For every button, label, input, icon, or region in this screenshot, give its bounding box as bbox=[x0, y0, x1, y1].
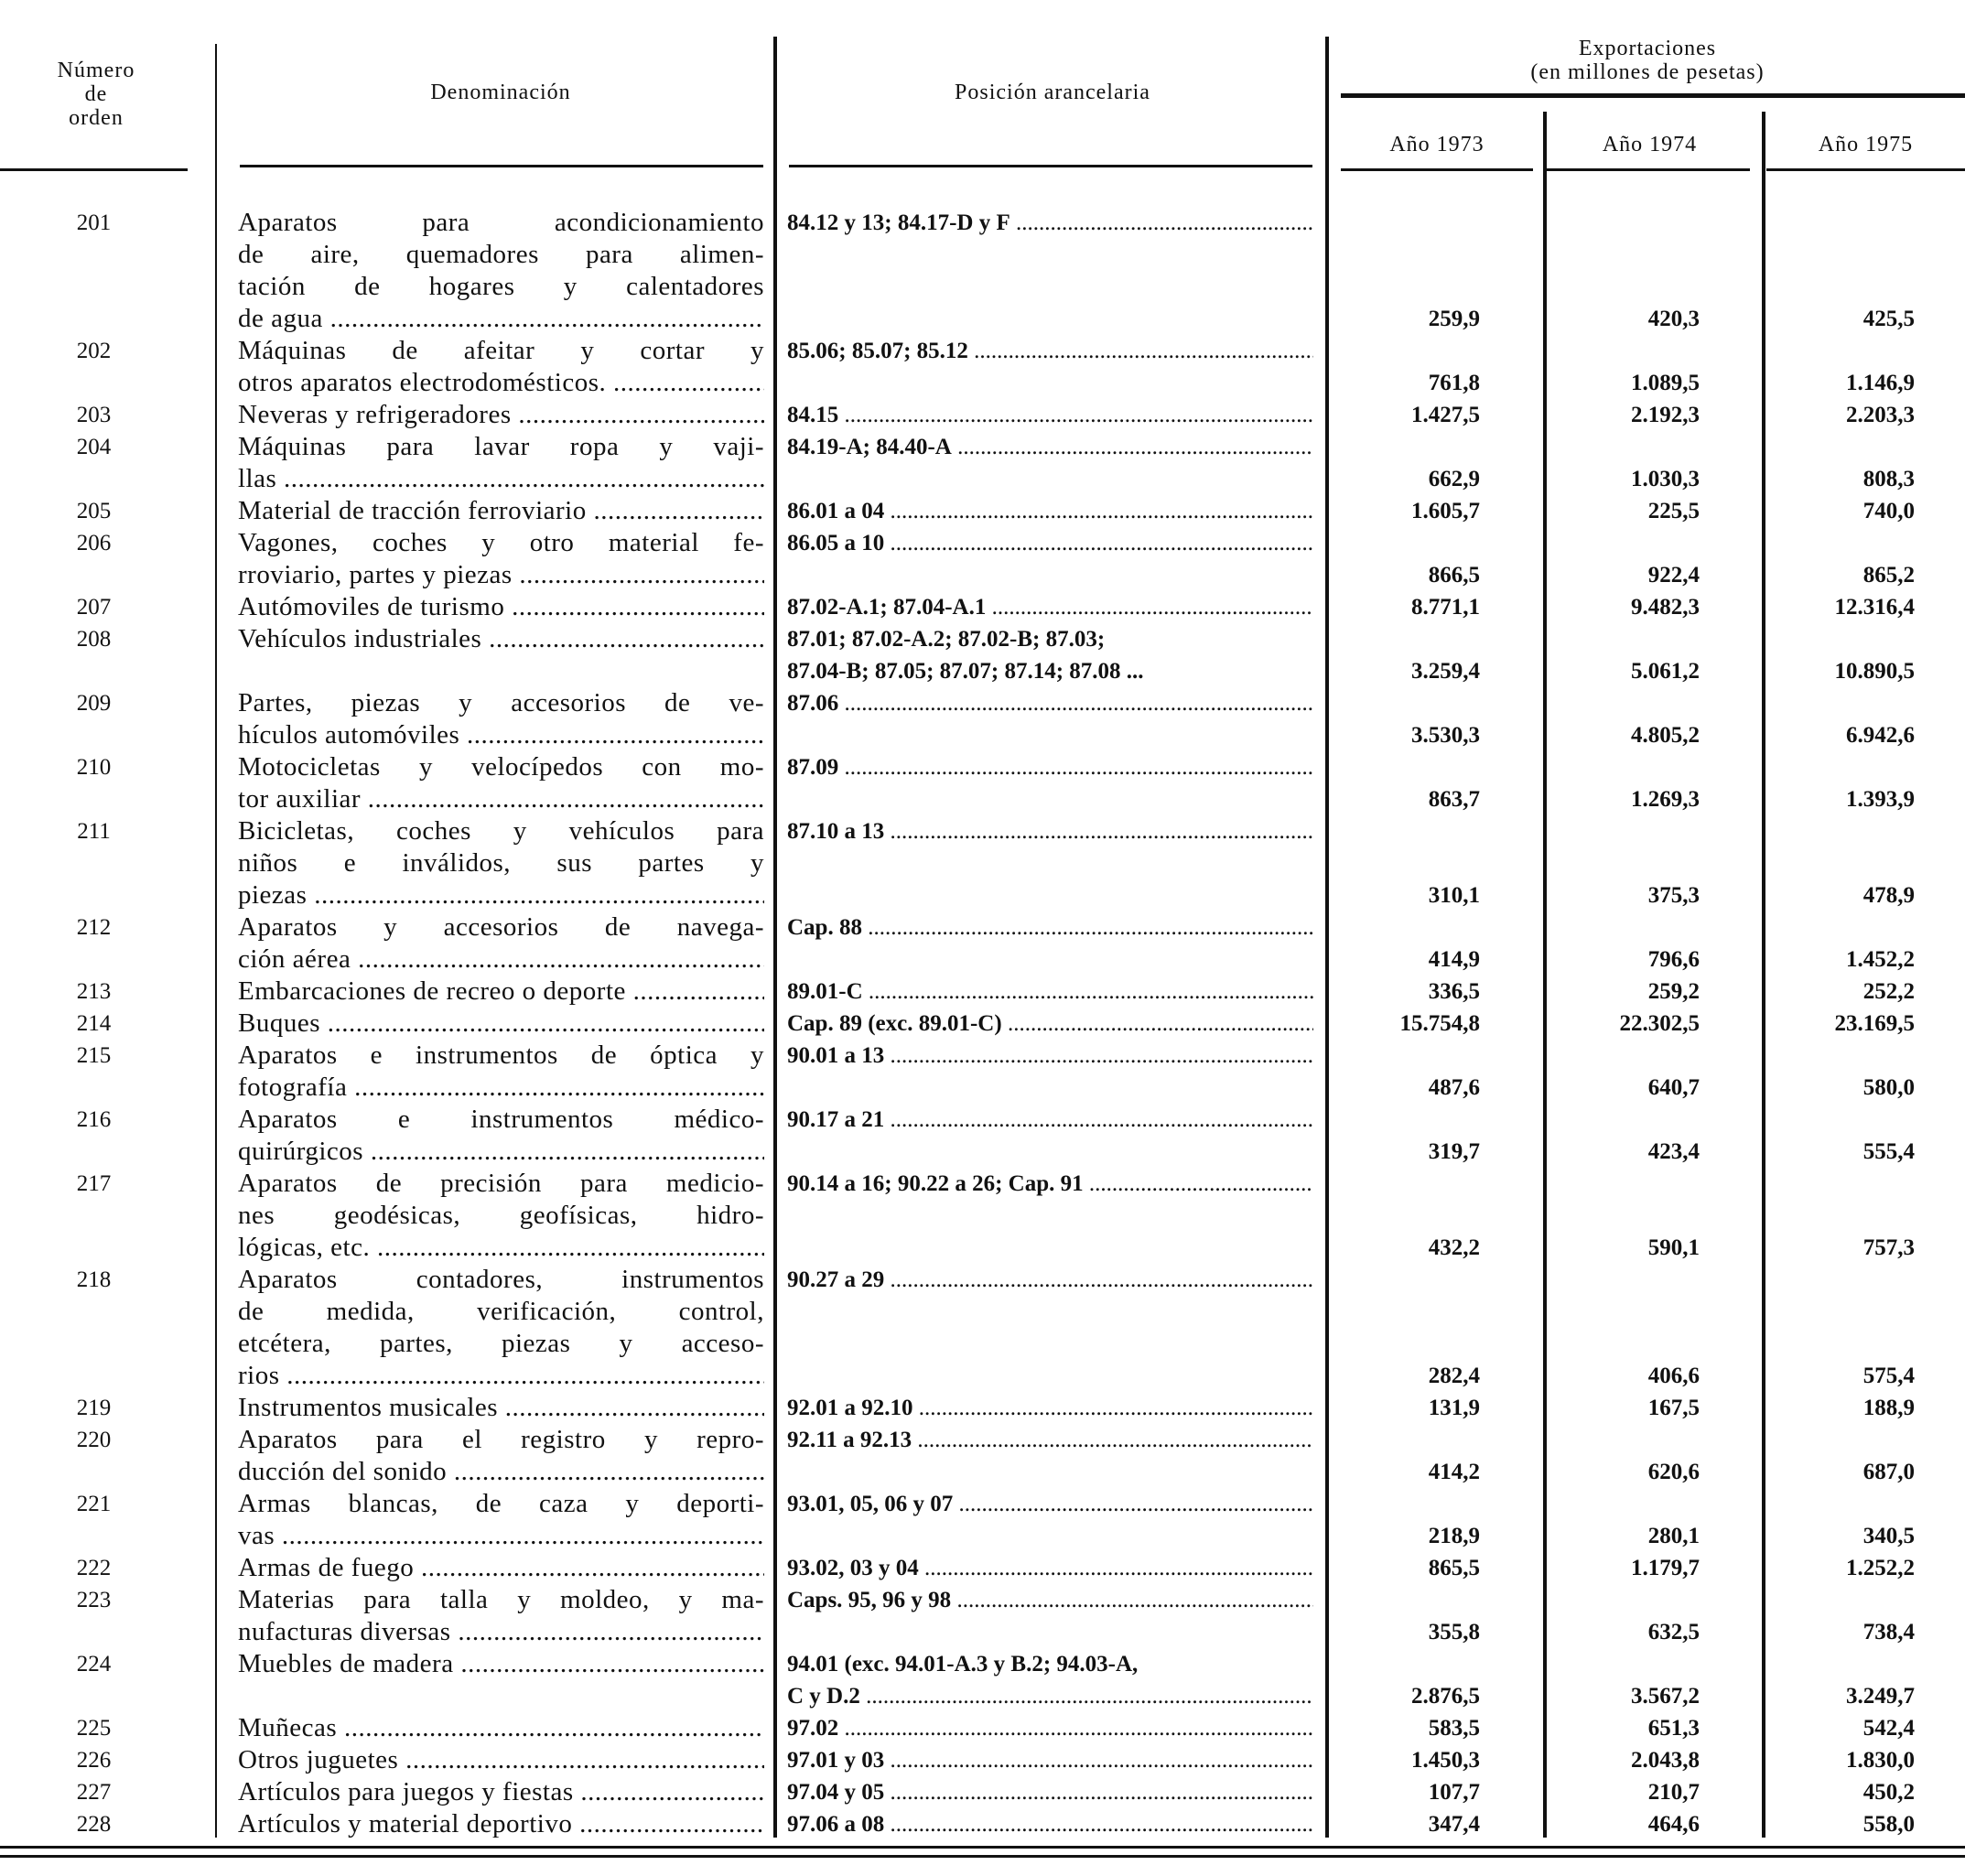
row-denominacion: nufacturas diversas ..... bbox=[238, 1616, 764, 1648]
row-value-1973: 282,4 bbox=[1428, 1364, 1480, 1388]
row-denominacion: otros aparatos electrodomésticos. ..... bbox=[238, 367, 764, 399]
row-number: 219 bbox=[76, 1396, 112, 1420]
row-posicion: 90.14 a 16; 90.22 a 26; Cap. 91 ..... bbox=[787, 1168, 1313, 1200]
row-value-1973: 355,8 bbox=[1428, 1620, 1480, 1644]
row-value-1975: 1.252,2 bbox=[1846, 1556, 1915, 1580]
row-value-1975: 580,0 bbox=[1862, 1075, 1915, 1100]
row-number: 203 bbox=[76, 403, 112, 427]
row-value-1975: 23.169,5 bbox=[1834, 1011, 1915, 1036]
row-value-1975: 575,4 bbox=[1862, 1364, 1915, 1388]
row-number: 218 bbox=[76, 1267, 112, 1292]
row-posicion: 92.11 a 92.13 ..... bbox=[787, 1424, 1313, 1456]
export-header-rule bbox=[1341, 93, 1965, 98]
row-posicion: 92.01 a 92.10 ..... bbox=[787, 1392, 1313, 1424]
row-value-1973: 107,7 bbox=[1428, 1780, 1480, 1805]
row-value-1974: 167,5 bbox=[1647, 1396, 1700, 1420]
row-posicion: 84.19-A; 84.40-A ..... bbox=[787, 431, 1313, 463]
row-value-1973: 761,8 bbox=[1428, 371, 1480, 395]
row-number: 211 bbox=[77, 819, 111, 844]
header-rule bbox=[1341, 168, 1533, 171]
row-value-1974: 1.179,7 bbox=[1631, 1556, 1700, 1580]
row-value-1973: 336,5 bbox=[1428, 979, 1480, 1004]
row-value-1974: 4.805,2 bbox=[1631, 723, 1700, 748]
row-denominacion: niños e inválidos, sus partes y bbox=[238, 848, 764, 878]
row-value-1975: 808,3 bbox=[1862, 467, 1915, 491]
row-denominacion: Armas blancas, de caza y deporti- bbox=[238, 1489, 764, 1518]
table-row bbox=[0, 527, 1965, 591]
row-denominacion: Aparatos para el registro y repro- bbox=[238, 1425, 764, 1454]
table-row bbox=[0, 1424, 1965, 1488]
row-value-1974: 1.089,5 bbox=[1631, 371, 1700, 395]
row-denominacion: Aparatos para acondicionamiento bbox=[238, 208, 764, 237]
row-value-1974: 590,1 bbox=[1647, 1235, 1700, 1260]
row-value-1975: 757,3 bbox=[1862, 1235, 1915, 1260]
table-row bbox=[0, 431, 1965, 495]
header-year-1974: Año 1974 bbox=[1602, 133, 1698, 156]
table-row bbox=[0, 1808, 1965, 1840]
row-number: 224 bbox=[76, 1652, 112, 1677]
row-denominacion: Buques ..... bbox=[238, 1008, 764, 1040]
table-row bbox=[0, 1104, 1965, 1168]
row-denominacion: de agua ..... bbox=[238, 303, 764, 335]
header-num-col bbox=[18, 59, 174, 130]
row-value-1975: 1.146,9 bbox=[1846, 371, 1915, 395]
row-value-1973: 583,5 bbox=[1428, 1716, 1480, 1741]
row-denominacion: de aire, quemadores para alimen- bbox=[238, 240, 764, 269]
row-value-1975: 340,5 bbox=[1862, 1524, 1915, 1548]
table-row bbox=[0, 1392, 1965, 1424]
row-denominacion: Muebles de madera ..... bbox=[238, 1648, 764, 1680]
row-value-1973: 259,9 bbox=[1428, 307, 1480, 331]
row-posicion: 84.12 y 13; 84.17-D y F ..... bbox=[787, 207, 1313, 239]
row-value-1975: 865,2 bbox=[1862, 563, 1915, 588]
row-value-1974: 2.192,3 bbox=[1631, 403, 1700, 427]
row-value-1974: 651,3 bbox=[1647, 1716, 1700, 1741]
row-value-1975: 3.249,7 bbox=[1846, 1684, 1915, 1709]
table-row bbox=[0, 1040, 1965, 1104]
header-year-1975: Año 1975 bbox=[1818, 133, 1914, 156]
row-value-1974: 22.302,5 bbox=[1619, 1011, 1700, 1036]
row-denominacion: tor auxiliar ..... bbox=[238, 783, 764, 815]
row-value-1973: 310,1 bbox=[1428, 883, 1480, 908]
row-value-1974: 420,3 bbox=[1647, 307, 1700, 331]
row-posicion: 86.01 a 04 ..... bbox=[787, 495, 1313, 527]
table-row bbox=[0, 495, 1965, 527]
row-denominacion: Armas de fuego ..... bbox=[238, 1552, 764, 1584]
row-value-1975: 687,0 bbox=[1862, 1460, 1915, 1484]
row-value-1974: 464,6 bbox=[1647, 1812, 1700, 1837]
row-number: 225 bbox=[76, 1716, 112, 1741]
row-value-1975: 12.316,4 bbox=[1834, 595, 1915, 620]
bottom-rule bbox=[0, 1846, 1965, 1849]
row-value-1973: 432,2 bbox=[1428, 1235, 1480, 1260]
row-value-1973: 1.605,7 bbox=[1411, 499, 1480, 523]
row-number: 215 bbox=[76, 1043, 112, 1068]
row-denominacion: etcétera, partes, piezas y acceso- bbox=[238, 1329, 764, 1358]
table-body bbox=[0, 207, 1965, 1840]
table-row bbox=[0, 1776, 1965, 1808]
header-rule bbox=[240, 165, 763, 167]
row-value-1975: 1.393,9 bbox=[1846, 787, 1915, 812]
row-denominacion: Otros juguetes ..... bbox=[238, 1744, 764, 1776]
row-value-1975: 252,2 bbox=[1862, 979, 1915, 1004]
row-value-1975: 425,5 bbox=[1862, 307, 1915, 331]
row-value-1973: 414,2 bbox=[1428, 1460, 1480, 1484]
header-rule bbox=[789, 165, 1312, 167]
row-number: 217 bbox=[76, 1171, 112, 1196]
row-posicion: 89.01-C ..... bbox=[787, 976, 1313, 1008]
row-posicion: 97.04 y 05 ..... bbox=[787, 1776, 1313, 1808]
row-number: 207 bbox=[76, 595, 112, 620]
row-value-1973: 319,7 bbox=[1428, 1139, 1480, 1164]
header-posicion: Posición arancelaria bbox=[955, 81, 1150, 104]
header-num-line: orden bbox=[69, 106, 124, 130]
row-denominacion: Aparatos y accesorios de navega- bbox=[238, 912, 764, 942]
row-denominacion: Vehículos industriales ..... bbox=[238, 623, 764, 655]
row-value-1974: 922,4 bbox=[1647, 563, 1700, 588]
row-value-1973: 131,9 bbox=[1428, 1396, 1480, 1420]
row-value-1973: 662,9 bbox=[1428, 467, 1480, 491]
table-row bbox=[0, 1648, 1965, 1712]
header-rule bbox=[1547, 168, 1750, 171]
table-row bbox=[0, 207, 1965, 335]
row-denominacion: Artículos y material deportivo ..... bbox=[238, 1808, 764, 1840]
row-denominacion: de medida, verificación, control, bbox=[238, 1297, 764, 1326]
row-denominacion: fotografía ..... bbox=[238, 1072, 764, 1104]
table-row bbox=[0, 591, 1965, 623]
row-value-1975: 450,2 bbox=[1862, 1780, 1915, 1805]
row-posicion: C y D.2 ..... bbox=[787, 1680, 1313, 1712]
row-value-1974: 640,7 bbox=[1647, 1075, 1700, 1100]
header-export-line: (en millones de pesetas) bbox=[1530, 60, 1765, 84]
row-posicion: 93.02, 03 y 04 ..... bbox=[787, 1552, 1313, 1584]
table-row bbox=[0, 687, 1965, 751]
row-denominacion: Máquinas de afeitar y cortar y bbox=[238, 336, 764, 365]
row-denominacion: Bicicletas, coches y vehículos para bbox=[238, 816, 764, 846]
row-value-1973: 863,7 bbox=[1428, 787, 1480, 812]
row-value-1974: 620,6 bbox=[1647, 1460, 1700, 1484]
row-value-1975: 740,0 bbox=[1862, 499, 1915, 523]
header-num-line: de bbox=[84, 82, 108, 106]
row-value-1973: 3.530,3 bbox=[1411, 723, 1480, 748]
row-value-1974: 375,3 bbox=[1647, 883, 1700, 908]
row-posicion: 90.17 a 21 ..... bbox=[787, 1104, 1313, 1136]
row-denominacion: nes geodésicas, geofísicas, hidro- bbox=[238, 1201, 764, 1230]
row-value-1975: 542,4 bbox=[1862, 1716, 1915, 1741]
row-posicion: 90.27 a 29 ..... bbox=[787, 1264, 1313, 1296]
row-value-1974: 632,5 bbox=[1647, 1620, 1700, 1644]
header-rule bbox=[0, 168, 188, 171]
row-value-1975: 1.830,0 bbox=[1846, 1748, 1915, 1773]
row-value-1974: 5.061,2 bbox=[1631, 659, 1700, 684]
row-posicion: 94.01 (exc. 94.01-A.3 y B.2; 94.03-A, bbox=[787, 1652, 1139, 1677]
row-posicion: 86.05 a 10 ..... bbox=[787, 527, 1313, 559]
row-value-1973: 1.450,3 bbox=[1411, 1748, 1480, 1773]
table-row bbox=[0, 1008, 1965, 1040]
row-number: 209 bbox=[76, 691, 112, 716]
table-row bbox=[0, 1584, 1965, 1648]
table-row bbox=[0, 1264, 1965, 1392]
row-denominacion: Materias para talla y moldeo, y ma- bbox=[238, 1585, 764, 1614]
row-number: 221 bbox=[76, 1492, 112, 1516]
table-row bbox=[0, 1712, 1965, 1744]
row-denominacion: tación de hogares y calentadores bbox=[238, 272, 764, 301]
row-denominacion: Muñecas ..... bbox=[238, 1712, 764, 1744]
table-row bbox=[0, 751, 1965, 815]
row-value-1975: 558,0 bbox=[1862, 1812, 1915, 1837]
header-year-1973: Año 1973 bbox=[1389, 133, 1485, 156]
row-value-1974: 259,2 bbox=[1647, 979, 1700, 1004]
row-value-1975: 478,9 bbox=[1862, 883, 1915, 908]
row-posicion: 97.01 y 03 ..... bbox=[787, 1744, 1313, 1776]
row-posicion: Cap. 88 ..... bbox=[787, 911, 1313, 943]
row-number: 208 bbox=[76, 627, 112, 652]
row-posicion: 93.01, 05, 06 y 07 ..... bbox=[787, 1488, 1313, 1520]
row-posicion: Cap. 89 (exc. 89.01-C) ..... bbox=[787, 1008, 1313, 1040]
row-value-1975: 10.890,5 bbox=[1834, 659, 1915, 684]
table-row bbox=[0, 1488, 1965, 1552]
header-rule bbox=[1766, 168, 1965, 171]
row-number: 212 bbox=[76, 915, 112, 940]
row-number: 204 bbox=[76, 435, 112, 459]
row-posicion: 87.04-B; 87.05; 87.07; 87.14; 87.08 ... bbox=[787, 659, 1144, 684]
row-posicion: 97.06 a 08 ..... bbox=[787, 1808, 1313, 1840]
row-posicion: 87.01; 87.02-A.2; 87.02-B; 87.03; bbox=[787, 627, 1106, 652]
row-posicion: 90.01 a 13 ..... bbox=[787, 1040, 1313, 1072]
header-num-line: Número bbox=[57, 59, 135, 82]
row-value-1975: 738,4 bbox=[1862, 1620, 1915, 1644]
row-value-1973: 1.427,5 bbox=[1411, 403, 1480, 427]
row-number: 228 bbox=[76, 1812, 112, 1837]
table-row bbox=[0, 1168, 1965, 1264]
row-denominacion: llas ..... bbox=[238, 463, 764, 495]
row-value-1975: 2.203,3 bbox=[1846, 403, 1915, 427]
row-value-1973: 487,6 bbox=[1428, 1075, 1480, 1100]
row-number: 202 bbox=[76, 339, 112, 363]
row-value-1974: 406,6 bbox=[1647, 1364, 1700, 1388]
row-value-1974: 280,1 bbox=[1647, 1524, 1700, 1548]
row-denominacion: Instrumentos musicales ..... bbox=[238, 1392, 764, 1424]
row-denominacion: Máquinas para lavar ropa y vaji- bbox=[238, 432, 764, 461]
row-value-1973: 2.876,5 bbox=[1411, 1684, 1480, 1709]
row-denominacion: ción aérea ..... bbox=[238, 943, 764, 976]
row-number: 222 bbox=[76, 1556, 112, 1580]
row-denominacion: quirúrgicos ..... bbox=[238, 1136, 764, 1168]
row-posicion: Caps. 95, 96 y 98 ..... bbox=[787, 1584, 1313, 1616]
row-value-1974: 225,5 bbox=[1647, 499, 1700, 523]
header-export-line: Exportaciones bbox=[1578, 37, 1717, 60]
row-denominacion: rroviario, partes y piezas ..... bbox=[238, 559, 764, 591]
row-number: 210 bbox=[76, 755, 112, 780]
row-value-1975: 6.942,6 bbox=[1846, 723, 1915, 748]
table-row bbox=[0, 335, 1965, 399]
row-denominacion: vas ..... bbox=[238, 1520, 764, 1552]
row-value-1973: 866,5 bbox=[1428, 563, 1480, 588]
row-posicion: 85.06; 85.07; 85.12 ..... bbox=[787, 335, 1313, 367]
row-value-1973: 3.259,4 bbox=[1411, 659, 1480, 684]
row-number: 220 bbox=[76, 1428, 112, 1452]
row-denominacion: Neveras y refrigeradores ..... bbox=[238, 399, 764, 431]
row-denominacion: Material de tracción ferroviario ..... bbox=[238, 495, 764, 527]
row-denominacion: Aparatos contadores, instrumentos bbox=[238, 1265, 764, 1294]
row-posicion: 87.10 a 13 ..... bbox=[787, 815, 1313, 847]
row-posicion: 97.02 ..... bbox=[787, 1712, 1313, 1744]
row-value-1974: 796,6 bbox=[1647, 947, 1700, 972]
row-denominacion: piezas ..... bbox=[238, 879, 764, 911]
row-value-1974: 9.482,3 bbox=[1631, 595, 1700, 620]
table-row bbox=[0, 399, 1965, 431]
table-row bbox=[0, 1744, 1965, 1776]
row-denominacion: Aparatos e instrumentos de óptica y bbox=[238, 1040, 764, 1070]
row-posicion: 87.06 ..... bbox=[787, 687, 1313, 719]
row-value-1975: 1.452,2 bbox=[1846, 947, 1915, 972]
row-denominacion: lógicas, etc. ..... bbox=[238, 1232, 764, 1264]
row-value-1973: 15.754,8 bbox=[1399, 1011, 1480, 1036]
row-value-1974: 423,4 bbox=[1647, 1139, 1700, 1164]
row-value-1973: 347,4 bbox=[1428, 1812, 1480, 1837]
row-denominacion: Embarcaciones de recreo o deporte ..... bbox=[238, 976, 764, 1008]
header-exportaciones bbox=[1336, 37, 1959, 84]
row-number: 223 bbox=[76, 1588, 112, 1612]
row-value-1975: 555,4 bbox=[1862, 1139, 1915, 1164]
header-denominacion: Denominación bbox=[430, 81, 571, 104]
row-value-1975: 188,9 bbox=[1862, 1396, 1915, 1420]
table-row bbox=[0, 976, 1965, 1008]
row-posicion: 84.15 ..... bbox=[787, 399, 1313, 431]
row-denominacion: ducción del sonido ..... bbox=[238, 1456, 764, 1488]
row-value-1974: 210,7 bbox=[1647, 1780, 1700, 1805]
row-value-1974: 1.030,3 bbox=[1631, 467, 1700, 491]
row-denominacion: Aparatos e instrumentos médico- bbox=[238, 1105, 764, 1134]
row-denominacion: Partes, piezas y accesorios de ve- bbox=[238, 688, 764, 717]
row-denominacion: hículos automóviles ..... bbox=[238, 719, 764, 751]
row-number: 216 bbox=[76, 1107, 112, 1132]
row-value-1973: 865,5 bbox=[1428, 1556, 1480, 1580]
row-number: 214 bbox=[76, 1011, 112, 1036]
row-denominacion: Autómoviles de turismo ..... bbox=[238, 591, 764, 623]
table-row bbox=[0, 911, 1965, 976]
row-posicion: 87.09 ..... bbox=[787, 751, 1313, 783]
row-number: 213 bbox=[76, 979, 112, 1004]
row-number: 206 bbox=[76, 531, 112, 555]
row-value-1974: 3.567,2 bbox=[1631, 1684, 1700, 1709]
row-value-1973: 218,9 bbox=[1428, 1524, 1480, 1548]
row-number: 205 bbox=[76, 499, 112, 523]
row-number: 227 bbox=[76, 1780, 112, 1805]
bottom-rule bbox=[0, 1855, 1965, 1858]
row-value-1973: 414,9 bbox=[1428, 947, 1480, 972]
row-number: 226 bbox=[76, 1748, 112, 1773]
row-posicion: 87.02-A.1; 87.04-A.1 ..... bbox=[787, 591, 1313, 623]
row-number: 201 bbox=[76, 210, 112, 235]
row-value-1973: 8.771,1 bbox=[1411, 595, 1480, 620]
row-value-1974: 1.269,3 bbox=[1631, 787, 1700, 812]
table-row bbox=[0, 623, 1965, 687]
row-denominacion: Motocicletas y velocípedos con mo- bbox=[238, 752, 764, 782]
row-denominacion: Vagones, coches y otro material fe- bbox=[238, 528, 764, 557]
row-denominacion: Artículos para juegos y fiestas ..... bbox=[238, 1776, 764, 1808]
table-row bbox=[0, 815, 1965, 911]
table-row bbox=[0, 1552, 1965, 1584]
row-denominacion: rios ..... bbox=[238, 1360, 764, 1392]
row-value-1974: 2.043,8 bbox=[1631, 1748, 1700, 1773]
row-denominacion: Aparatos de precisión para medicio- bbox=[238, 1169, 764, 1198]
